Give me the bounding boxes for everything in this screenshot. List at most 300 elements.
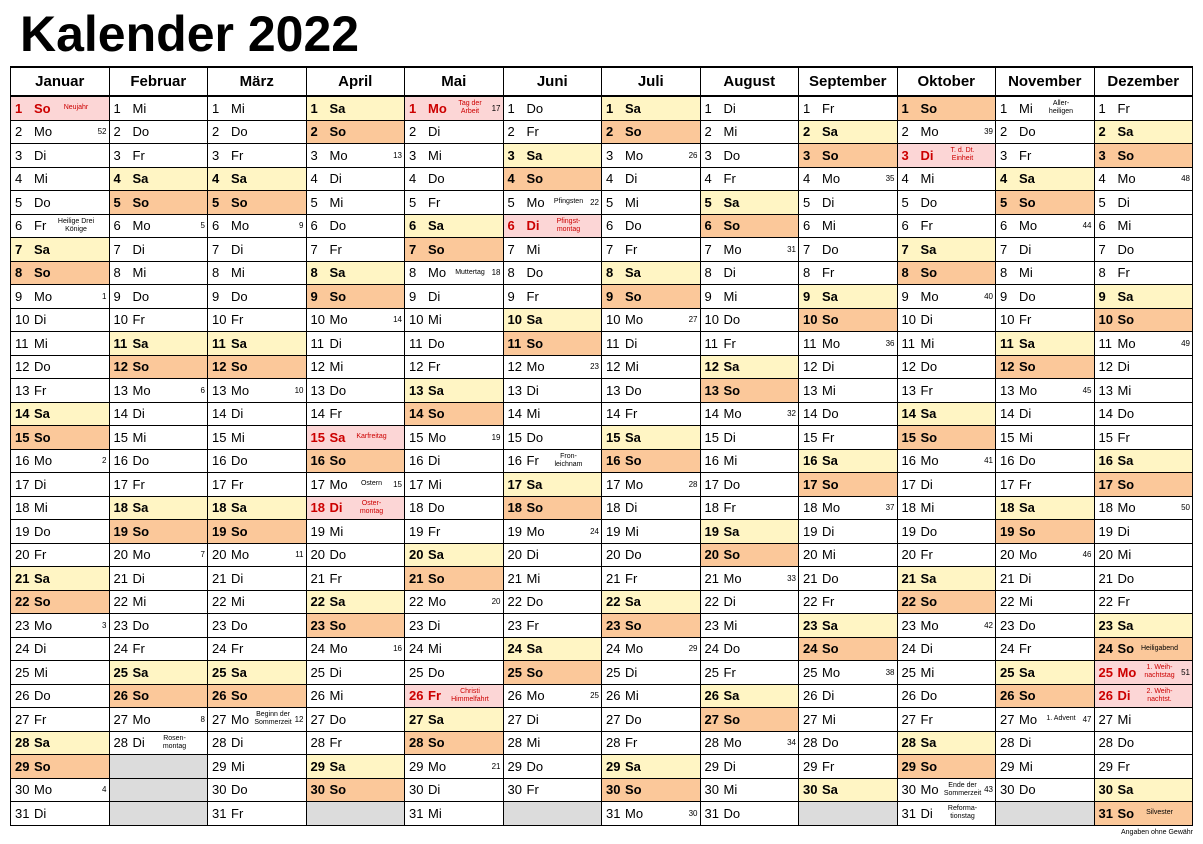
day-cell [897,802,996,826]
month-header-row [11,67,1193,96]
weekday-label: Sa [132,664,149,680]
day-cell [503,543,602,567]
day-number: 5 [212,194,220,210]
day-cell [700,637,799,661]
day-number: 14 [1098,406,1113,422]
weekday-label: Fr [526,288,539,304]
weekday-label: Sa [329,758,346,774]
day-number: 5 [113,194,121,210]
day-cell [1094,449,1193,473]
weekday-label: Mo [723,406,742,422]
weekday-label: Fr [1117,265,1130,281]
weekday-label: Do [526,594,544,610]
day-number: 4 [704,171,712,187]
day-number: 9 [507,288,515,304]
day-number: 26 [113,688,128,704]
weekday-label: Fr [231,147,244,163]
day-number: 28 [507,735,522,751]
weekday-label: So [329,124,347,140]
day-number: 29 [901,758,916,774]
day-number: 27 [704,711,719,727]
day-cell [306,355,405,379]
weekday-label: Sa [920,735,937,751]
weekday-label: Mo [1019,218,1038,234]
day-cell [1094,96,1193,120]
day-cell [503,191,602,215]
weekday-label: Mo [625,476,644,492]
weekday-label: So [723,382,741,398]
day-number: 18 [704,500,719,516]
weekday-label: Mi [1019,758,1033,774]
day-number: 2 [212,124,220,140]
day-cell [897,261,996,285]
day-cell [799,402,898,426]
day-cell [503,614,602,638]
day-row [11,661,1193,685]
day-cell [109,614,208,638]
day-number: 26 [1098,688,1113,704]
day-number: 13 [901,382,916,398]
day-cell [405,684,504,708]
weekday-label: Do [625,547,642,563]
weekday-label: Do [34,359,51,375]
day-number: 11 [901,335,915,351]
month-header-6: Juli [602,67,701,96]
day-number: 12 [212,359,227,375]
day-cell [11,285,110,309]
day-number: 2 [704,124,712,140]
day-note: Aller- heiligen [1048,100,1074,116]
day-cell [306,449,405,473]
weekday-label: Di [34,641,47,657]
day-cell [897,285,996,309]
month-header-10: November [996,67,1095,96]
day-cell [503,755,602,779]
weekday-label: Mo [822,500,841,516]
day-number: 15 [704,429,719,445]
day-number: 20 [606,547,621,563]
day-cell [996,449,1095,473]
day-number: 10 [15,312,30,328]
weekday-label: Di [329,171,342,187]
weekday-label: Mi [1117,711,1132,727]
weekday-label: Mo [1117,664,1137,680]
weekday-label: Di [132,735,145,751]
day-number: 8 [310,265,318,281]
weekday-label: Di [625,335,638,351]
weekday-label: Mo [1117,335,1136,351]
weekday-label: Do [1117,570,1135,586]
weekday-label: Mo [526,194,545,210]
day-number: 31 [212,805,227,821]
weekday-label: So [822,476,839,492]
day-number: 28 [310,735,325,751]
day-cell [109,661,208,685]
day-number: 5 [606,194,614,210]
day-cell [1094,426,1193,450]
weekday-label: Sa [920,570,937,586]
day-cell [897,379,996,403]
day-cell [11,708,110,732]
day-cell [799,144,898,168]
weekday-label: Mo [1019,382,1038,398]
day-cell [306,379,405,403]
weekday-label: So [428,241,445,257]
weekday-label: Do [625,218,642,234]
day-number: 20 [310,547,325,563]
day-number: 27 [409,711,424,727]
weekday-label: So [231,194,248,210]
weekday-label: Do [132,617,150,633]
weekday-label: Do [723,641,741,657]
day-cell [996,778,1095,802]
day-cell [208,426,307,450]
day-number: 8 [606,265,614,281]
week-number: 13 [393,150,402,160]
day-number: 12 [606,359,621,375]
weekday-label: Mo [34,782,53,798]
day-cell [208,661,307,685]
day-number: 25 [803,664,818,680]
day-cell [503,708,602,732]
day-number: 27 [1000,711,1015,727]
day-number: 19 [1000,523,1015,539]
day-number: 9 [803,288,811,304]
day-cell [1094,496,1193,520]
weekday-label: Mi [231,758,245,774]
day-number: 6 [901,218,909,234]
day-cell [897,590,996,614]
day-number: 21 [113,570,128,586]
day-number: 6 [310,218,318,234]
weekday-label: Di [1117,359,1130,375]
day-number: 17 [803,476,818,492]
day-number: 20 [1098,547,1113,563]
day-row [11,731,1193,755]
day-cell [897,191,996,215]
weekday-label: Mi [428,147,442,163]
day-cell [799,191,898,215]
day-number: 14 [606,406,621,422]
day-cell [700,167,799,191]
day-cell [503,637,602,661]
day-number: 15 [1098,429,1113,445]
weekday-label: Do [723,312,741,328]
weekday-label: Sa [428,382,444,398]
day-row [11,473,1193,497]
day-number: 13 [409,382,424,398]
day-number: 16 [15,453,30,469]
weekday-label: Mi [920,335,935,351]
day-number: 22 [901,594,916,610]
week-number: 5 [200,221,205,231]
day-cell [897,520,996,544]
day-cell [799,308,898,332]
day-number: 7 [15,241,23,257]
day-cell [306,167,405,191]
week-number: 8 [200,714,205,724]
day-cell [405,614,504,638]
week-number: 36 [885,338,895,348]
day-cell [700,661,799,685]
weekday-label: Mo [723,735,742,751]
day-number: 5 [409,194,417,210]
day-number: 25 [507,664,522,680]
day-cell [897,120,996,144]
day-cell [208,355,307,379]
day-number: 29 [409,758,424,774]
weekday-label: Do [920,359,938,375]
day-number: 24 [113,641,128,657]
day-number: 9 [212,288,220,304]
weekday-label: Di [132,406,145,422]
day-row [11,402,1193,426]
day-row [11,496,1193,520]
weekday-label: Do [723,805,741,821]
day-number: 9 [1000,288,1008,304]
day-cell [897,214,996,238]
day-number: 27 [606,711,621,727]
day-number: 3 [606,147,614,163]
day-cell [503,661,602,685]
weekday-label: So [1117,147,1135,163]
day-number: 9 [704,288,712,304]
weekday-label: So [428,570,445,586]
year-calendar [10,66,1193,826]
weekday-label: Di [132,570,145,586]
day-number: 21 [409,570,424,586]
day-row [11,379,1193,403]
weekday-label: Do [625,711,642,727]
month-header-4: Mai [405,67,504,96]
empty-cell [799,802,898,826]
weekday-label: Fr [329,570,342,586]
day-cell [897,96,996,120]
day-cell [897,637,996,661]
day-number: 14 [704,406,719,422]
day-number: 13 [803,382,818,398]
weekday-label: So [231,688,248,704]
weekday-label: So [34,594,51,610]
weekday-label: Mi [1019,594,1033,610]
day-cell [306,496,405,520]
month-header-11: Dezember [1094,67,1193,96]
day-cell [405,261,504,285]
weekday-label: Fr [231,641,244,657]
day-cell [996,496,1095,520]
weekday-label: So [822,641,839,657]
day-cell [306,191,405,215]
day-number: 16 [606,453,621,469]
day-cell [11,449,110,473]
day-cell [11,496,110,520]
day-number: 6 [15,218,23,234]
weekday-label: Fr [723,664,736,680]
empty-cell [996,802,1095,826]
day-cell [405,426,504,450]
weekday-label: So [1117,312,1135,328]
day-cell [503,96,602,120]
day-row [11,285,1193,309]
day-cell [700,355,799,379]
day-number: 15 [212,429,227,445]
day-number: 4 [1000,171,1008,187]
day-cell [1094,802,1193,826]
day-number: 17 [606,476,621,492]
day-number: 16 [1000,453,1015,469]
day-row [11,214,1193,238]
week-number: 29 [688,644,698,654]
day-number: 26 [901,688,916,704]
day-cell [503,214,602,238]
day-number: 8 [901,265,909,281]
day-number: 17 [409,476,424,492]
week-number: 30 [688,808,698,818]
day-number: 20 [1000,547,1015,563]
day-number: 8 [1098,265,1106,281]
weekday-label: Mi [526,735,541,751]
day-cell [700,96,799,120]
day-number: 9 [1098,288,1106,304]
weekday-label: Mo [526,359,545,375]
day-number: 31 [1098,805,1113,821]
day-number: 25 [1000,664,1015,680]
day-number: 15 [409,429,424,445]
day-cell [1094,567,1193,591]
day-cell [897,402,996,426]
day-cell [208,637,307,661]
day-cell [602,285,701,309]
weekday-label: Fr [329,735,342,751]
weekday-label: Do [231,782,248,798]
day-cell [700,708,799,732]
weekday-label: Fr [428,359,441,375]
day-cell [700,520,799,544]
day-number: 6 [704,218,712,234]
weekday-label: Sa [34,735,50,751]
day-cell [799,261,898,285]
day-cell [11,167,110,191]
weekday-label: Fr [822,429,835,445]
weekday-label: Mi [231,265,245,281]
week-number: 39 [984,127,993,137]
day-row [11,802,1193,826]
day-cell [208,755,307,779]
weekday-label: Mi [231,429,245,445]
day-number: 21 [606,570,621,586]
day-number: 28 [212,735,227,751]
day-cell [503,308,602,332]
day-number: 14 [409,406,424,422]
day-cell [602,167,701,191]
day-cell [306,285,405,309]
weekday-label: Mi [428,641,442,657]
day-cell [208,590,307,614]
day-number: 29 [704,758,719,774]
day-note: Pfingst- montag [556,217,581,233]
weekday-label: Fr [822,100,835,116]
day-number: 1 [409,100,417,116]
day-number: 22 [803,594,818,610]
weekday-label: Fr [625,406,638,422]
weekday-label: So [1117,476,1135,492]
day-number: 2 [507,124,515,140]
day-row [11,520,1193,544]
day-note: Muttertag [455,268,485,276]
weekday-label: Di [625,171,638,187]
weekday-label: Do [920,688,938,704]
weekday-label: Mi [822,711,836,727]
day-cell [799,496,898,520]
day-cell [11,120,110,144]
day-cell [996,285,1095,309]
day-cell [897,778,996,802]
week-number: 2 [102,456,107,466]
day-cell [11,214,110,238]
day-cell [503,778,602,802]
day-cell [109,214,208,238]
day-cell [602,214,701,238]
day-row [11,308,1193,332]
weekday-label: Mi [723,124,738,140]
day-cell [109,167,208,191]
day-number: 24 [901,641,916,657]
day-cell [11,590,110,614]
week-number: 18 [491,268,501,278]
day-note: Reforma- tionstag [947,805,978,821]
day-number: 17 [113,476,128,492]
weekday-label: Mi [1019,265,1033,281]
day-number: 5 [901,194,909,210]
day-number: 2 [606,124,614,140]
weekday-label: Mi [329,688,344,704]
day-cell [109,144,208,168]
day-number: 15 [606,429,621,445]
weekday-label: Di [1019,570,1032,586]
day-number: 7 [901,241,909,257]
day-cell [208,191,307,215]
day-cell [208,449,307,473]
day-number: 10 [1000,312,1015,328]
weekday-label: Do [723,476,741,492]
day-cell [208,261,307,285]
day-note: Heilige Drei Könige [57,217,95,233]
day-cell [700,308,799,332]
day-cell [208,708,307,732]
weekday-label: Mo [329,147,348,163]
day-number: 8 [113,265,121,281]
weekday-label: Di [526,711,539,727]
day-note: Ostern [360,480,382,488]
day-number: 16 [113,453,128,469]
weekday-label: Do [526,265,544,281]
day-cell [996,355,1095,379]
day-number: 19 [901,523,916,539]
day-cell [700,332,799,356]
weekday-label: Fr [920,711,933,727]
day-cell [405,355,504,379]
day-number: 23 [15,617,30,633]
day-row [11,590,1193,614]
day-number: 6 [409,218,417,234]
day-number: 27 [803,711,818,727]
day-cell [1094,755,1193,779]
day-number: 11 [606,335,620,351]
day-number: 4 [212,171,220,187]
weekday-label: Mi [1117,218,1132,234]
day-cell [700,614,799,638]
month-header-8: September [799,67,898,96]
